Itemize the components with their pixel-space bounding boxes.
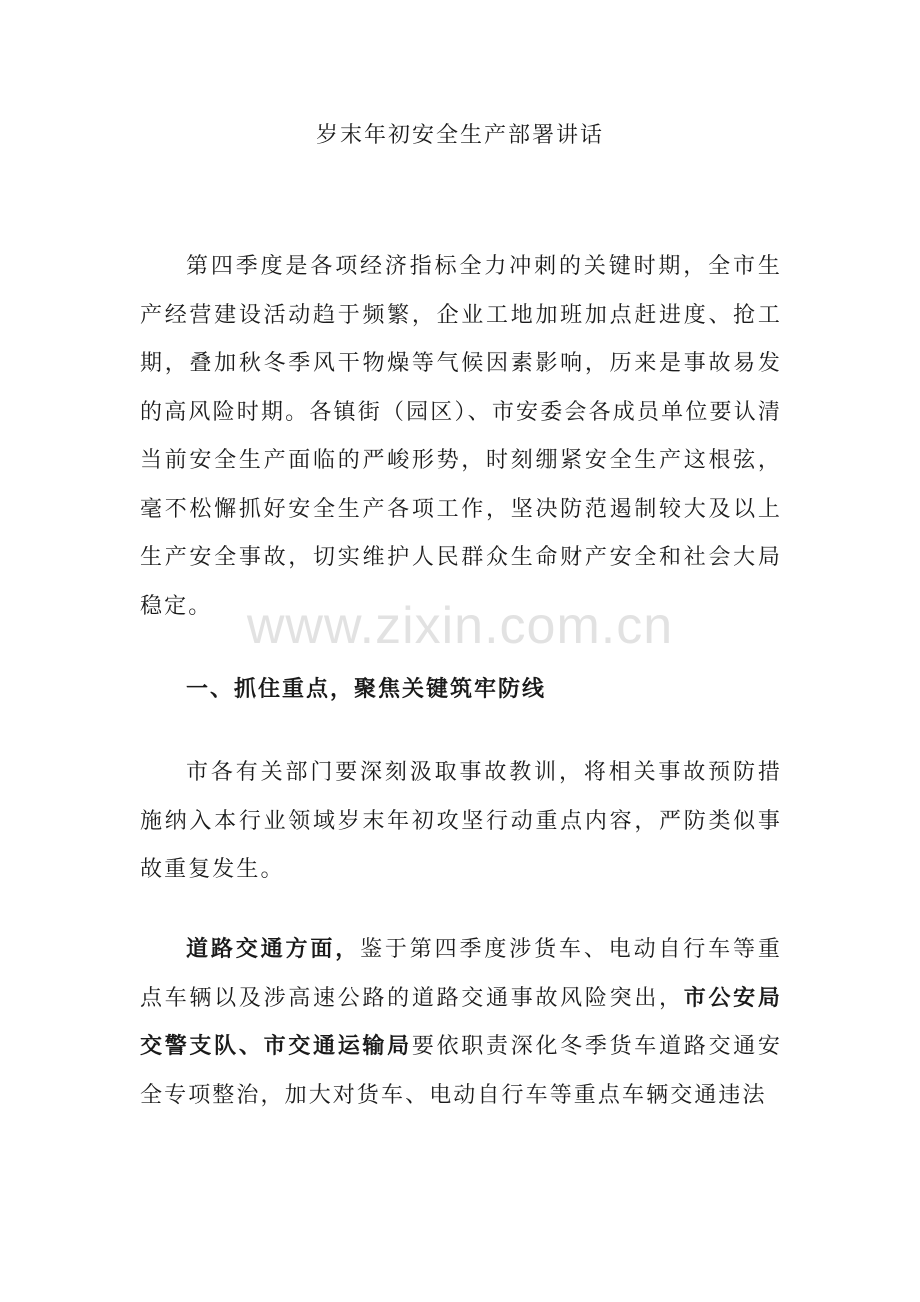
document-title: 岁末年初安全生产部署讲话 [315,123,604,148]
traffic-text-2: 要依职责深化冬季货车道路交通安全专项整治，加大对货车、电动自行车等重点车辆交通违法 [140,1034,782,1108]
section-1-paragraph: 市各有关部门要深刻汲取事故教训，将相关事故预防措施纳入本行业领域岁末年初攻坚行动重点内容，严防类似事故重复发生。 [140,760,782,882]
watermark: www.zixin.com.cn [246,597,674,655]
traffic-lead: 道路交通方面， [186,937,361,962]
intro-paragraph: 第四季度是各项经济指标全力冲刺的关键时期，全市生产经营建设活动趋于频繁，企业工地加班加点赶进度、抢工期，叠加秋冬季风干物燥等气候因素影响，历来是事故易发的高风险时期。各镇街（园区）、市安委会各成员单位要认清当前安全生产面临的严峻形势，时刻绷紧安全生产这根弦，毫不松懈抓好安全生产各项工作，坚决防范遏制较大及以上生产安全事故，切实维护人民群众生命财产安全和社会大局稳定。 [140,254,782,619]
traffic-paragraph [140,926,782,1120]
traffic-text-1: 鉴于第四季度涉货车、电动自行车等重点车辆以及涉高速公路的道路交通事故风险突出， [140,937,783,1011]
traffic-departments: 市公安局交警支队、市交通运输局 [140,985,782,1059]
section-1-heading: 一、抓住重点，聚焦关键筑牢防线 [186,677,547,702]
